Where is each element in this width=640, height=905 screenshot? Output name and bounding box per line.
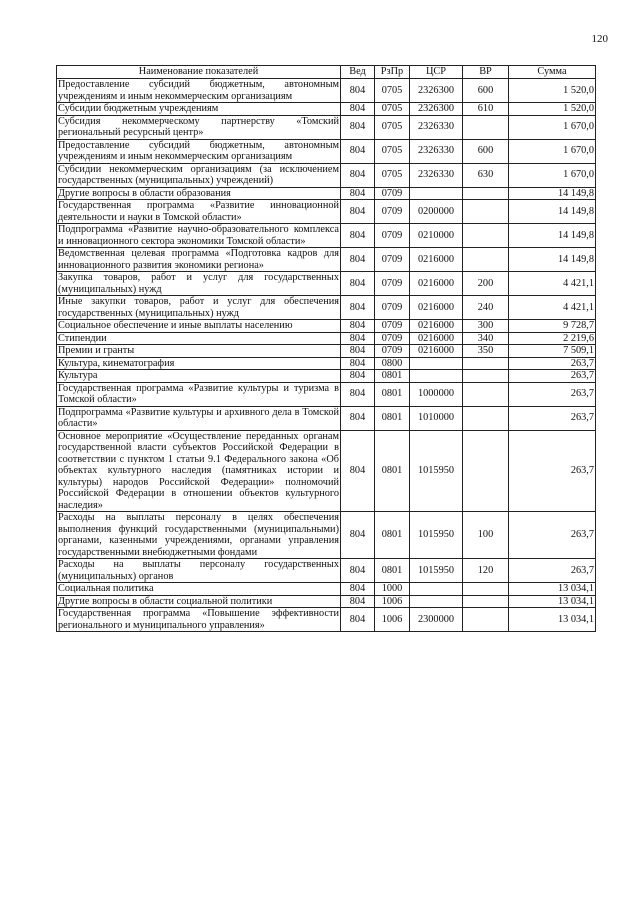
cell-vr	[463, 224, 509, 248]
cell-sum: 4 421,1	[509, 272, 596, 296]
cell-sum: 2 219,6	[509, 332, 596, 345]
cell-vr: 240	[463, 296, 509, 320]
cell-csr: 2326330	[410, 115, 463, 139]
table-row	[57, 103, 596, 116]
cell-vr: 600	[463, 139, 509, 163]
table-row	[57, 382, 596, 406]
cell-csr	[410, 595, 463, 608]
cell-sum: 14 149,8	[509, 248, 596, 272]
cell-sum: 14 149,8	[509, 187, 596, 200]
cell-csr: 2326300	[410, 103, 463, 116]
cell-csr: 2300000	[410, 608, 463, 632]
table-row	[57, 224, 596, 248]
cell-sum: 9 728,7	[509, 320, 596, 333]
cell-csr: 1015950	[410, 512, 463, 559]
cell-rzpr: 0801	[375, 559, 410, 583]
cell-csr: 1000000	[410, 382, 463, 406]
table-row	[57, 357, 596, 370]
cell-csr: 0216000	[410, 345, 463, 358]
cell-ved: 804	[341, 187, 375, 200]
cell-sum: 263,7	[509, 559, 596, 583]
cell-rzpr: 0801	[375, 406, 410, 430]
cell-sum: 1 670,0	[509, 115, 596, 139]
cell-vr	[463, 382, 509, 406]
cell-rzpr: 0705	[375, 79, 410, 103]
cell-name: Социальная политика	[57, 583, 341, 596]
cell-name: Иные закупки товаров, работ и услуг для обеспечения государственных (муниципальных) нужд	[58, 296, 339, 319]
cell-ved: 804	[341, 430, 375, 512]
cell-vr	[463, 595, 509, 608]
cell-name: Культура, кинематография	[57, 357, 341, 370]
cell-sum: 14 149,8	[509, 224, 596, 248]
header-csr: ЦСР	[410, 66, 463, 79]
cell-csr: 0210000	[410, 224, 463, 248]
cell-sum: 1 520,0	[509, 103, 596, 116]
cell-vr: 350	[463, 345, 509, 358]
cell-ved: 804	[341, 103, 375, 116]
cell-csr: 2326300	[410, 79, 463, 103]
table-row	[57, 79, 596, 103]
cell-rzpr: 0709	[375, 296, 410, 320]
cell-name: Предоставление субсидий бюджетным, автономным учреждениям и иным некоммерческим организациям	[58, 139, 339, 162]
cell-ved: 804	[341, 370, 375, 383]
cell-rzpr: 0705	[375, 139, 410, 163]
cell-sum: 263,7	[509, 406, 596, 430]
cell-csr: 0200000	[410, 200, 463, 224]
cell-rzpr: 0709	[375, 200, 410, 224]
cell-rzpr: 0705	[375, 103, 410, 116]
cell-name: Предоставление субсидий бюджетным, автономным учреждениям и иным некоммерческим организациям	[58, 79, 339, 102]
cell-csr: 0216000	[410, 296, 463, 320]
cell-vr: 120	[463, 559, 509, 583]
cell-ved: 804	[341, 296, 375, 320]
cell-name: Расходы на выплаты персоналу в целях обеспечения выполнения функций государственными (муниципальными) органами, казенными учреждениями, органами управления государственными внебюджетными фондами	[58, 512, 339, 558]
cell-ved: 804	[341, 345, 375, 358]
cell-name: Субсидии некоммерческим организациям (за исключением государственных (муниципальных) учреждений)	[58, 163, 339, 186]
cell-name: Премии и гранты	[57, 345, 341, 358]
cell-rzpr: 0709	[375, 248, 410, 272]
cell-name: Подпрограмма «Развитие культуры и архивного дела в Томской области»	[58, 406, 339, 429]
cell-rzpr: 1006	[375, 595, 410, 608]
cell-csr: 1010000	[410, 406, 463, 430]
cell-vr	[463, 200, 509, 224]
cell-csr	[410, 357, 463, 370]
budget-table	[56, 65, 596, 632]
table-row	[57, 320, 596, 333]
header-name: Наименование показателей	[57, 66, 341, 79]
cell-ved: 804	[341, 332, 375, 345]
cell-csr	[410, 583, 463, 596]
table-row	[57, 139, 596, 163]
cell-vr: 610	[463, 103, 509, 116]
cell-ved: 804	[341, 595, 375, 608]
table-row	[57, 406, 596, 430]
cell-name: Государственная программа «Развитие инновационной деятельности и науки в Томской области»	[58, 200, 339, 223]
cell-csr	[410, 370, 463, 383]
cell-vr: 630	[463, 163, 509, 187]
cell-sum: 1 670,0	[509, 139, 596, 163]
table-row	[57, 512, 596, 559]
cell-sum: 263,7	[509, 357, 596, 370]
cell-rzpr: 0709	[375, 272, 410, 296]
table-row	[57, 608, 596, 632]
cell-rzpr: 1000	[375, 583, 410, 596]
cell-name: Ведомственная целевая программа «Подготовка кадров для инновационного развития экономики региона»	[58, 248, 339, 271]
cell-csr: 1015950	[410, 430, 463, 512]
cell-ved: 804	[341, 512, 375, 559]
cell-sum: 14 149,8	[509, 200, 596, 224]
table-row	[57, 115, 596, 139]
cell-rzpr: 0801	[375, 430, 410, 512]
header-sum: Сумма	[509, 66, 596, 79]
cell-name: Культура	[57, 370, 341, 383]
table-row	[57, 345, 596, 358]
table-row	[57, 332, 596, 345]
cell-name: Государственная программа «Развитие культуры и туризма в Томской области»	[58, 382, 339, 405]
cell-sum: 13 034,1	[509, 595, 596, 608]
cell-rzpr: 0709	[375, 332, 410, 345]
cell-sum: 13 034,1	[509, 608, 596, 632]
cell-csr: 0216000	[410, 320, 463, 333]
cell-sum: 13 034,1	[509, 583, 596, 596]
cell-sum: 263,7	[509, 430, 596, 512]
cell-ved: 804	[341, 200, 375, 224]
table-row	[57, 595, 596, 608]
table-row	[57, 163, 596, 187]
cell-ved: 804	[341, 382, 375, 406]
cell-vr	[463, 406, 509, 430]
cell-name: Стипендии	[57, 332, 341, 345]
cell-rzpr: 0705	[375, 115, 410, 139]
cell-vr	[463, 115, 509, 139]
cell-vr: 340	[463, 332, 509, 345]
cell-csr: 0216000	[410, 248, 463, 272]
cell-sum: 7 509,1	[509, 345, 596, 358]
cell-vr	[463, 248, 509, 272]
cell-ved: 804	[341, 583, 375, 596]
cell-sum: 263,7	[509, 512, 596, 559]
cell-sum: 1 670,0	[509, 163, 596, 187]
cell-rzpr: 0801	[375, 512, 410, 559]
cell-ved: 804	[341, 248, 375, 272]
cell-csr: 1015950	[410, 559, 463, 583]
table-row	[57, 430, 596, 512]
cell-vr	[463, 370, 509, 383]
cell-rzpr: 0709	[375, 345, 410, 358]
cell-vr	[463, 187, 509, 200]
cell-rzpr: 0801	[375, 382, 410, 406]
cell-ved: 804	[341, 272, 375, 296]
cell-name: Расходы на выплаты персоналу государственных (муниципальных) органов	[58, 559, 339, 582]
cell-ved: 804	[341, 79, 375, 103]
cell-csr: 2326330	[410, 163, 463, 187]
cell-csr: 2326330	[410, 139, 463, 163]
header-vr: ВР	[463, 66, 509, 79]
cell-sum: 263,7	[509, 370, 596, 383]
header-rzpr: РзПр	[375, 66, 410, 79]
cell-ved: 804	[341, 115, 375, 139]
cell-vr	[463, 357, 509, 370]
cell-csr	[410, 187, 463, 200]
table-header-row	[57, 66, 596, 79]
cell-ved: 804	[341, 559, 375, 583]
cell-sum: 1 520,0	[509, 79, 596, 103]
cell-name: Социальное обеспечение и иные выплаты населению	[57, 320, 341, 333]
cell-sum: 4 421,1	[509, 296, 596, 320]
page-number: 120	[591, 33, 608, 45]
cell-name: Субсидия некоммерческому партнерству «Томский региональный ресурсный центр»	[58, 115, 339, 138]
cell-ved: 804	[341, 406, 375, 430]
cell-name: Государственная программа «Повышение эффективности регионального и муниципального управления»	[58, 608, 339, 631]
table-row	[57, 296, 596, 320]
table-row	[57, 248, 596, 272]
cell-ved: 804	[341, 320, 375, 333]
table-body	[57, 79, 596, 632]
cell-ved: 804	[341, 163, 375, 187]
table-row	[57, 583, 596, 596]
cell-name: Другие вопросы в области социальной политики	[57, 595, 341, 608]
cell-csr: 0216000	[410, 332, 463, 345]
cell-vr: 100	[463, 512, 509, 559]
cell-rzpr: 1006	[375, 608, 410, 632]
table-row	[57, 370, 596, 383]
cell-name: Основное мероприятие «Осуществление переданных органам государственной власти субъектов Российской Федерации в соответствии с пунктом 1 статьи 9.1 Федерального закона «Об объектах культурного наследия (памятниках истории и культуры) народов Российской Федерации» полномочий Российской Федерации в отношении объектов культурного наследия»	[58, 430, 339, 511]
cell-rzpr: 0709	[375, 224, 410, 248]
cell-csr: 0216000	[410, 272, 463, 296]
table-row	[57, 200, 596, 224]
cell-rzpr: 0709	[375, 187, 410, 200]
cell-name: Субсидии бюджетным учреждениям	[57, 103, 341, 116]
table-row	[57, 272, 596, 296]
cell-vr	[463, 608, 509, 632]
cell-rzpr: 0709	[375, 320, 410, 333]
cell-name: Другие вопросы в области образования	[57, 187, 341, 200]
cell-rzpr: 0705	[375, 163, 410, 187]
cell-ved: 804	[341, 224, 375, 248]
cell-rzpr: 0800	[375, 357, 410, 370]
header-ved: Вед	[341, 66, 375, 79]
cell-rzpr: 0801	[375, 370, 410, 383]
cell-vr	[463, 430, 509, 512]
cell-name: Закупка товаров, работ и услуг для государственных (муниципальных) нужд	[58, 272, 339, 295]
cell-vr	[463, 583, 509, 596]
cell-ved: 804	[341, 608, 375, 632]
cell-ved: 804	[341, 139, 375, 163]
cell-vr: 200	[463, 272, 509, 296]
table-row	[57, 187, 596, 200]
cell-sum: 263,7	[509, 382, 596, 406]
cell-vr: 600	[463, 79, 509, 103]
table-row	[57, 559, 596, 583]
cell-name: Подпрограмма «Развитие научно-образовательного комплекса и инновационного сектора экономики Томской области»	[58, 224, 339, 247]
cell-vr: 300	[463, 320, 509, 333]
cell-ved: 804	[341, 357, 375, 370]
